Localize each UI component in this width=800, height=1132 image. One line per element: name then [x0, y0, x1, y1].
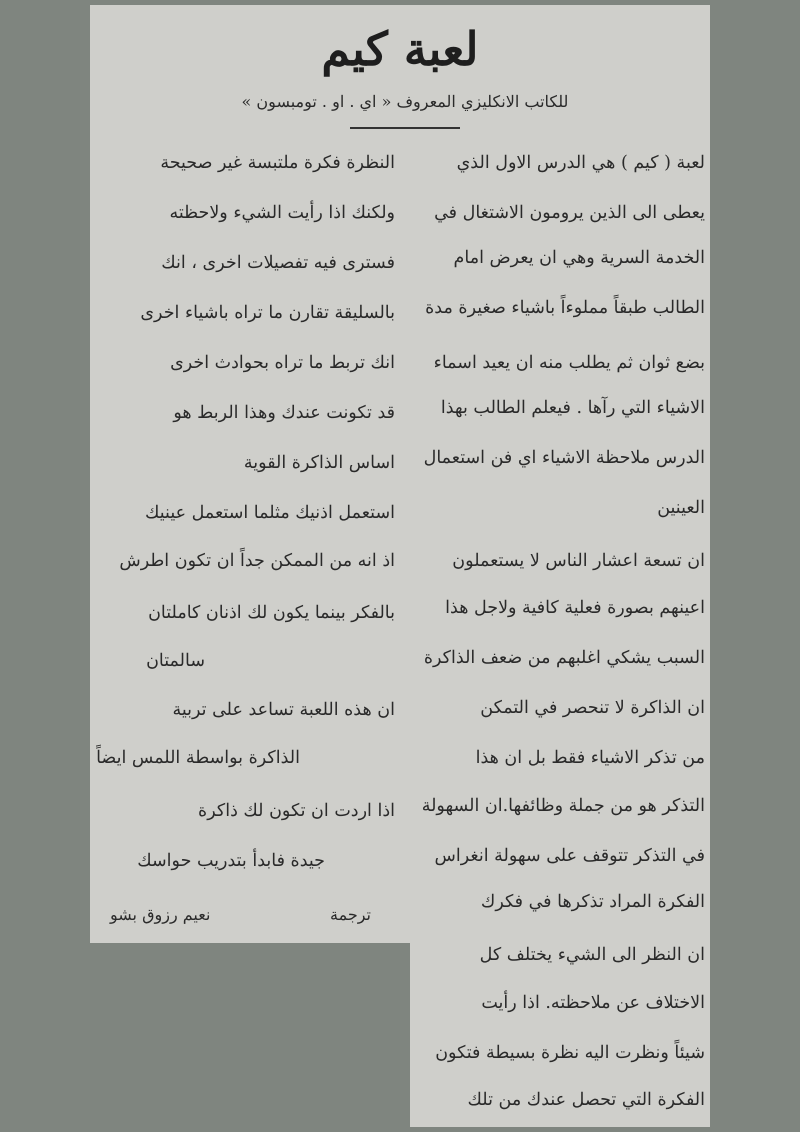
text-line: بالفكر بينما يكون لك اذنان كاملتان [148, 603, 395, 623]
text-line: اذا اردت ان تكون لك ذاكرة [198, 801, 395, 821]
text-line: الفكرة التي تحصل عندك من تلك [467, 1090, 705, 1110]
text-line: ان هذه اللعبة تساعد على تربية [172, 700, 395, 720]
text-line: الدرس ملاحظة الاشياء اي فن استعمال [423, 448, 705, 468]
text-line: الطالب طبقاً مملوءاً باشياء صغيرة مدة [425, 298, 705, 318]
text-line: لعبة ( كيم ) هي الدرس الاول الذي [456, 153, 705, 173]
text-line: من تذكر الاشياء فقط بل ان هذا [475, 748, 705, 768]
text-line: انك تربط ما تراه بحوادث اخرى [170, 353, 395, 373]
translation-credit-label: ترجمة [330, 905, 371, 924]
text-line: قد تكونت عندك وهذا الربط هو [173, 403, 395, 423]
text-line: في التذكر تتوقف على سهولة انغراس [434, 846, 705, 866]
article-title: لعبة كيم [321, 22, 479, 76]
text-line: يعطى الى الذين يرومون الاشتغال في [434, 203, 705, 223]
text-line: شيئاً ونظرت اليه نظرة بسيطة فتكون [435, 1043, 705, 1063]
article-subtitle: للكاتب الانكليزي المعروف « اي . او . تومبسون » [241, 92, 569, 111]
text-line: العينين [657, 498, 705, 518]
text-line: الفكرة المراد تذكرها في فكرك [480, 892, 705, 912]
text-line: اذ انه من الممكن جداً ان تكون اطرش [119, 551, 395, 571]
text-line: التذكر هو من جملة وظائفها.ان السهولة [421, 796, 705, 816]
text-line: الخدمة السرية وهي ان يعرض امام [453, 248, 705, 268]
left-column [95, 0, 395, 1132]
text-line: اساس الذاكرة القوية [243, 453, 395, 473]
text-line: فسترى فيه تفصيلات اخرى ، انك [161, 253, 395, 273]
right-column [405, 0, 705, 1132]
text-line: الاشياء التي رآها . فيعلم الطالب بهذا [440, 398, 705, 418]
text-line: بضع ثوان ثم يطلب منه ان يعيد اسماء [433, 353, 705, 373]
text-line: سالمتان [146, 651, 205, 671]
text-line: الذاكرة بواسطة اللمس ايضاً [96, 748, 300, 768]
text-line: ان تسعة اعشار الناس لا يستعملون [452, 551, 705, 571]
text-line: بالسليقة تقارن ما تراه باشياء اخرى [140, 303, 395, 323]
text-line: استعمل اذنيك مثلما استعمل عينيك [145, 503, 395, 523]
text-line: اعينهم بصورة فعلية كافية ولاجل هذا [445, 598, 705, 618]
text-line: السبب يشكي اغلبهم من ضعف الذاكرة [423, 648, 705, 668]
text-line: جيدة فابدأ بتدريب حواسك [137, 851, 325, 871]
translator-name: نعيم رزوق بشو [110, 905, 211, 924]
text-line: النظرة فكرة ملتبسة غير صحيحة [160, 153, 395, 173]
text-line: ولكنك اذا رأيت الشيء ولاحظته [169, 203, 395, 223]
text-line: ان الذاكرة لا تنحصر في التمكن [480, 698, 705, 718]
text-line: ان النظر الى الشيء يختلف كل [479, 945, 705, 965]
text-line: الاختلاف عن ملاحظته. اذا رأيت [481, 993, 705, 1013]
